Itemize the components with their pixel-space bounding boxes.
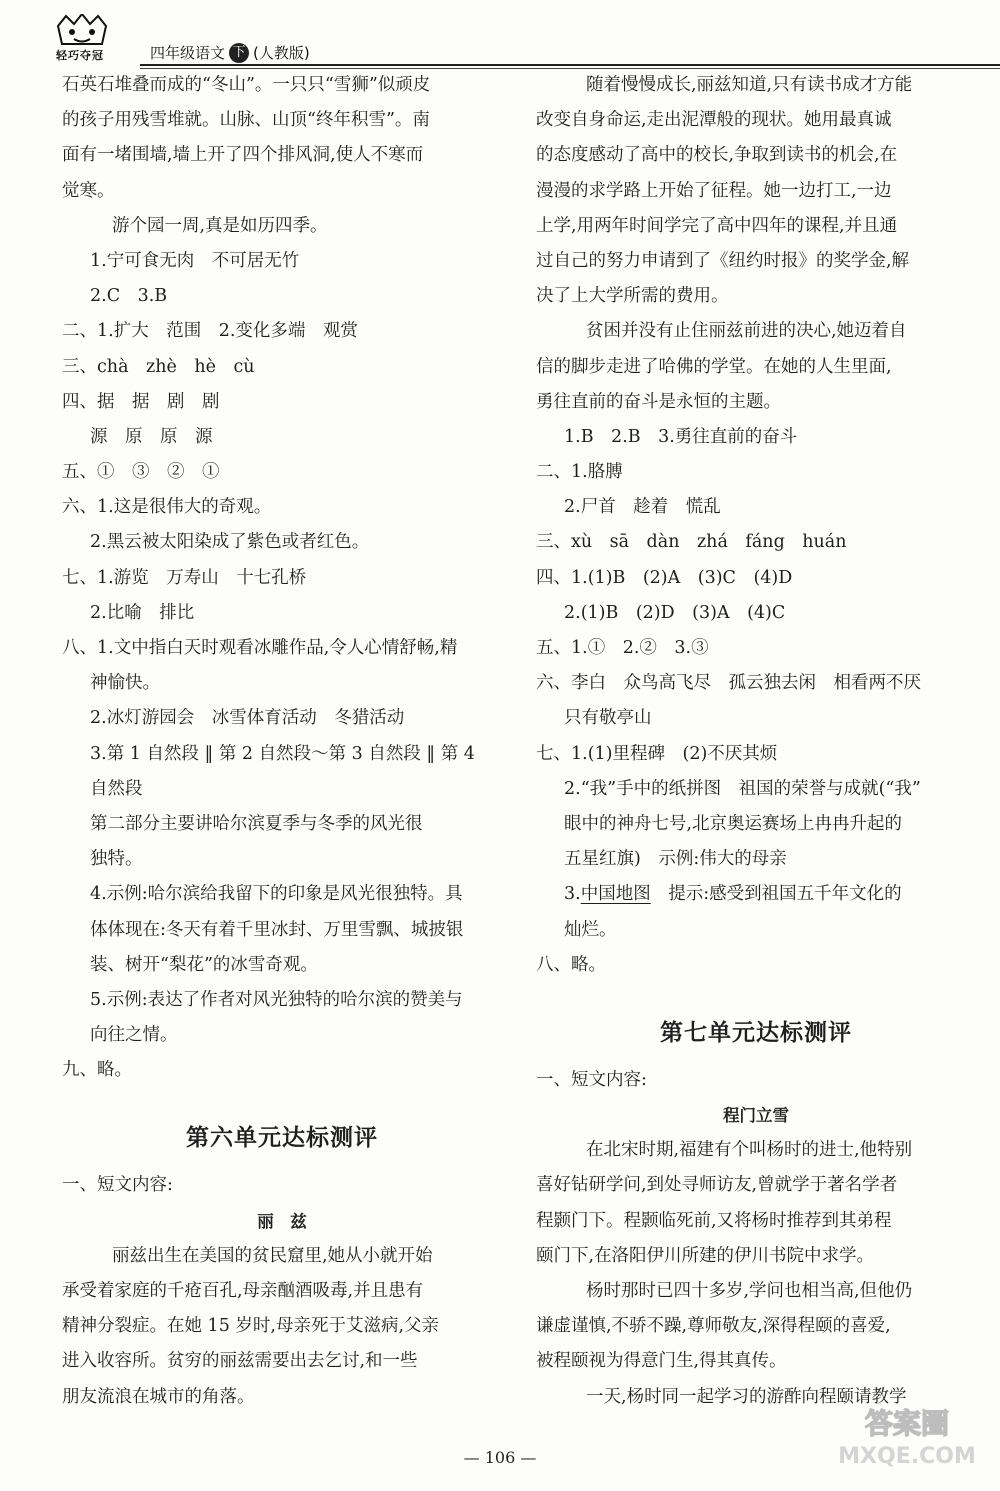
text-line: 五、1.① 2.② 3.③ [536,638,709,658]
text-line: 勇往直前的奋斗是永恒的主题。 [536,391,781,412]
left-answer-lines [62,68,502,1088]
text-line: 程颢门下。程颢临死前,又将杨时推荐到其弟程 [536,1210,892,1231]
text-line: 四、1.(1)B (2)A (3)C (4)D [536,567,793,588]
text-line: 向往之情。 [90,1025,178,1046]
text-line: 2.冰灯游园会 冰雪体育活动 冬猎活动 [90,708,405,729]
text-line: 八、略。 [536,954,606,975]
article-body [536,1133,976,1415]
text-line: 六、李白 众鸟高飞尽 孤云独去闲 相看两不厌 [536,673,921,694]
section-intro: 一、短文内容: [536,1069,647,1090]
article-body [62,1239,502,1415]
text-line: 1.B 2.B 3.勇往直前的奋斗 [564,426,798,447]
text-line: 2.C 3.B [90,286,168,307]
text-line: 喜好钻研学问,到处寻师访友,曾就学于著名学者 [536,1175,898,1196]
text-line: 三、xù sā dàn zhá fáng huán [536,532,847,553]
text-line: 八、1.文中指白天时观看冰雕作品,令人心情舒畅,精 [62,638,458,658]
text-line: 六、1.这是很伟大的奇观。 [62,497,272,518]
text-line: 丽兹出生在美国的贫民窟里,她从小就开始 [112,1245,433,1266]
text-line: 信的脚步走进了哈佛的学堂。在她的人生里面, [536,356,892,377]
underlined-answer: 中国地图 [580,884,651,905]
text-line: 装、树开“梨花”的冰雪奇观。 [90,954,318,975]
text-line: 灿烂。 [564,919,617,940]
text-line: 一天,杨时同一起学习的游酢向程颐请教学 [586,1386,907,1407]
text-line: 上学,用两年时间学完了高中四年的课程,并且通 [536,215,898,236]
text-line: 承受着家庭的千疮百孔,母亲酗酒吸毒,并且患有 [62,1281,424,1301]
section-heading-unit-7: 第七单元达标测评 [660,1019,852,1046]
text-line: 面有一堵围墙,墙上开了四个排风洞,使人不寒而 [62,145,424,166]
text-line: 源 原 原 源 [90,426,213,447]
text-line: 三、chà zhè hè cù [62,356,255,377]
text-line: 随着慢慢成长,丽兹知道,只有读书成才方能 [586,75,913,95]
text-line: 朋友流浪在城市的角落。 [62,1386,255,1407]
text-line: 2.比喻 排比 [90,602,195,623]
text-line: 过自己的努力申请到了《纽约时报》的奖学金,解 [536,250,910,271]
text-line: 自然段 [90,778,143,799]
text-line: 2.尸首 趁着 慌乱 [564,497,721,518]
text-line: 二、1.扩大 范围 2.变化多端 观赏 [62,321,358,342]
book-title-suffix: (人教版) [253,44,310,62]
text-line: 2.“我”手中的纸拼图 祖国的荣誉与成就(“我” [564,778,921,799]
volume-badge: 下 [229,43,249,63]
text-line: 第二部分主要讲哈尔滨夏季与冬季的风光很 [90,813,423,834]
text-line: 2.(1)B (2)D (3)A (4)C [564,602,786,623]
text-line: 二、1.胳膊 [536,462,623,483]
text-line: 在北宋时期,福建有个叫杨时的进士,他特别 [586,1140,913,1161]
text-line: 1.宁可食无肉 不可居无竹 [90,250,300,271]
logo-text: 轻巧夺冠 [56,49,104,62]
text-line: 2.黑云被太阳染成了紫色或者红色。 [90,532,370,553]
text-line: 七、1.游览 万寿山 十七孔桥 [62,567,307,588]
left-column [62,68,502,1415]
book-title-prefix: 四年级语文 [150,44,226,62]
text-line: 五星红旗) 示例:伟大的母亲 [564,849,787,870]
text-line: 杨时那时已四十多岁,学问也相当高,但他仍 [586,1281,913,1301]
text-line: 3.第 1 自然段 ‖ 第 2 自然段～第 3 自然段 ‖ 第 4 [90,743,475,764]
text-line: 神愉快。 [90,673,160,694]
right-column [536,68,976,1415]
right-answer-lines [536,68,976,877]
text-line: 被程颐视为得意门生,得其真传。 [536,1351,787,1372]
text-line: 谦虚谨慎,不骄不躁,尊师敬友,深得程颐的喜爱, [536,1316,891,1337]
article-title: 丽 兹 [257,1211,307,1231]
section-intro: 一、短文内容: [62,1175,173,1196]
text-line: 九、略。 [62,1060,132,1081]
watermark-line-2: MXQE.COM [838,1444,976,1469]
text-line: 精神分裂症。在她 15 岁时,母亲死于艾滋病,父亲 [62,1316,440,1337]
text-line: 石英石堆叠而成的“冬山”。一只只“雪狮”似顽皮 [62,75,431,95]
header-rule-thick [140,64,1000,66]
text-line: 五、① ③ ② ① [62,462,220,483]
text-line: 决了上大学所需的费用。 [536,286,729,307]
watermark-line-1: 答案圈 [864,1407,950,1440]
text-line: 漫漫的求学路上开始了征程。她一边打工,一边 [536,180,892,201]
watermark-stamp [832,1395,982,1475]
text-line: 4.示例:哈尔滨给我留下的印象是风光很独特。具 [90,884,463,905]
text-line: 改变自身命运,走出泥潭般的现状。她用最真诚 [536,110,892,131]
text-line: 的态度感动了高中的校长,争取到读书的机会,在 [536,145,898,166]
text-line: 觉寒。 [62,180,115,201]
text-line: 进入收容所。贫穷的丽兹需要出去乞讨,和一些 [62,1351,418,1372]
text-line: 5.示例:表达了作者对风光独特的哈尔滨的赞美与 [90,989,463,1010]
text-line: 贫困并没有止住丽兹前进的决心,她迈着自 [586,321,907,342]
text-line: 独特。 [90,849,143,870]
page-header [48,14,968,66]
page-number: — 106 — [463,1448,537,1467]
answer-line-underlined: 3.中国地图 提示:感受到祖国五千年文化的 [564,884,902,905]
section-heading-unit-6: 第六单元达标测评 [186,1125,378,1152]
text-line: 颐门下,在洛阳伊川所建的伊川书院中求学。 [536,1245,875,1266]
text-line: 只有敬亭山 [564,708,652,729]
text-line: 眼中的神舟七号,北京奥运赛场上冉冉升起的 [564,813,903,834]
book-title [150,42,310,63]
text-line: 七、1.(1)里程碑 (2)不厌其烦 [536,743,778,764]
text-line: 的孩子用残雪堆就。山脉、山顶“终年积雪”。南 [62,110,430,131]
right-answer-lines-after [536,913,976,983]
text-line: 四、据 据 剧 剧 [62,391,220,412]
article-title: 程门立雪 [723,1106,789,1126]
text-line: 体体现在:冬天有着千里冰封、万里雪飘、城披银 [90,919,464,940]
text-line: 游个园一周,真是如历四季。 [112,215,328,236]
